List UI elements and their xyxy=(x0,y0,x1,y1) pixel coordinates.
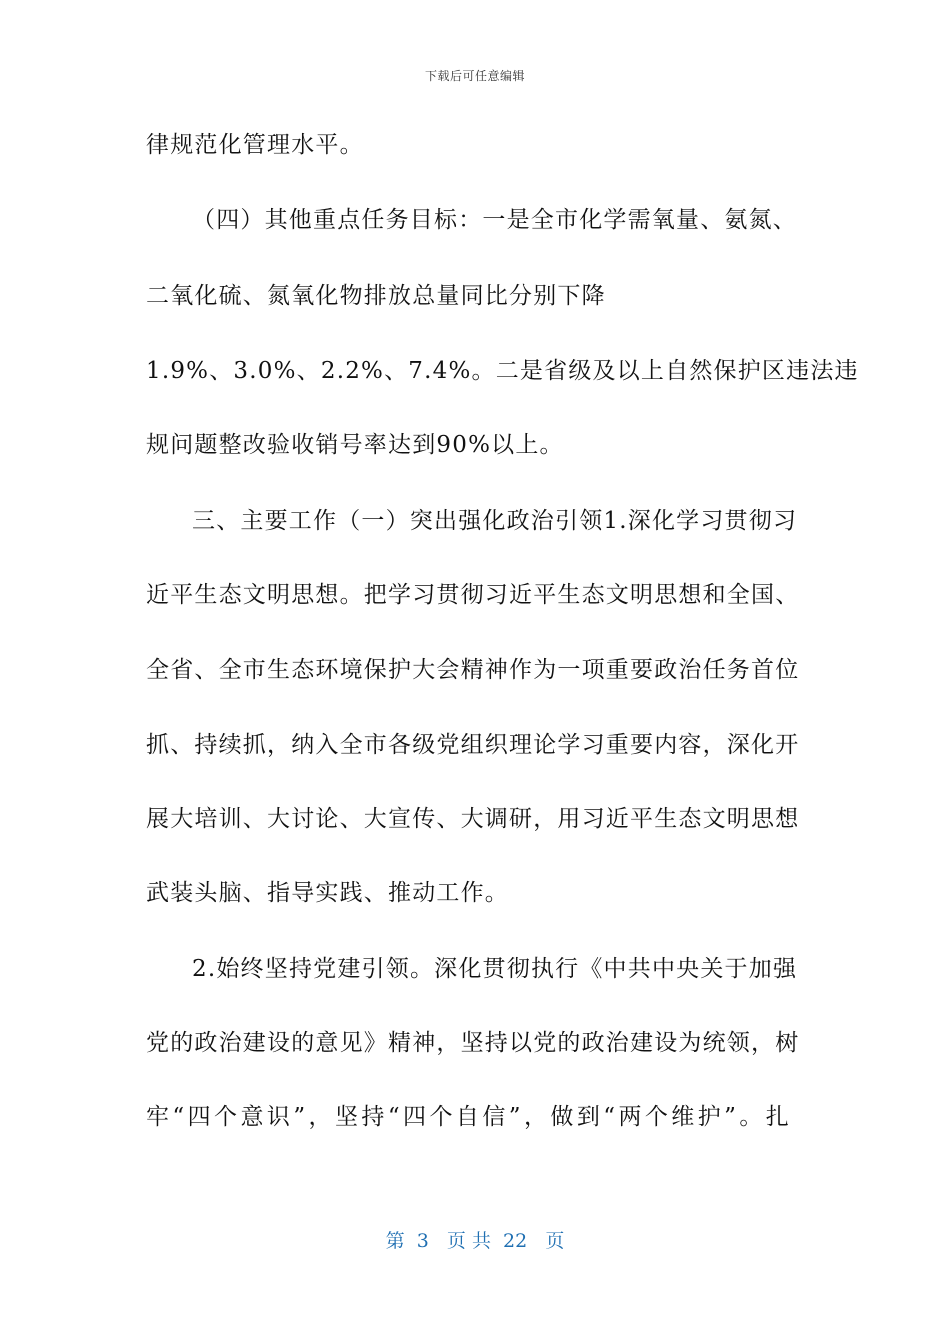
text-line: （四）其他重点任务目标：一是全市化学需氧量、氨氮、 xyxy=(192,207,797,233)
text-line: 党的政治建设的意见》精神，坚持以党的政治建设为统领，树 xyxy=(146,1030,800,1056)
text-line: 二氧化硫、氮氧化物排放总量同比分别下降 xyxy=(146,283,606,309)
page-footer xyxy=(0,1226,950,1253)
page-number-label: 第 3 页 共 22 页 xyxy=(385,1230,565,1252)
text-line: 展大培训、大讨论、大宣传、大调研，用习近平生态文明思想 xyxy=(146,806,800,832)
text-line: 武装头脑、指导实践、推动工作。 xyxy=(146,880,509,906)
text-line: 抓、持续抓，纳入全市各级党组织理论学习重要内容，深化开 xyxy=(146,732,800,758)
page-header-note: 下载后可任意编辑 xyxy=(424,69,525,83)
text-line: 近平生态文明思想。把学习贯彻习近平生态文明思想和全国、 xyxy=(146,582,800,608)
text-line: 三、主要工作（一）突出强化政治引领1.深化学习贯彻习 xyxy=(192,508,798,534)
text-line: 全省、全市生态环境保护大会精神作为一项重要政治任务首位 xyxy=(146,657,800,683)
text-line: 1.9%、3.0%、2.2%、7.4%。二是省级及以上自然保护区违法违 xyxy=(146,358,859,384)
text-line: 规问题整改验收销号率达到90%以上。 xyxy=(146,432,564,458)
text-line: 2.始终坚持党建引领。深化贯彻执行《中共中央关于加强 xyxy=(192,956,798,982)
text-line: 牢“四个意识”，坚持“四个自信”，做到“两个维护”。扎 xyxy=(146,1104,790,1130)
text-line: 律规范化管理水平。 xyxy=(146,132,364,158)
